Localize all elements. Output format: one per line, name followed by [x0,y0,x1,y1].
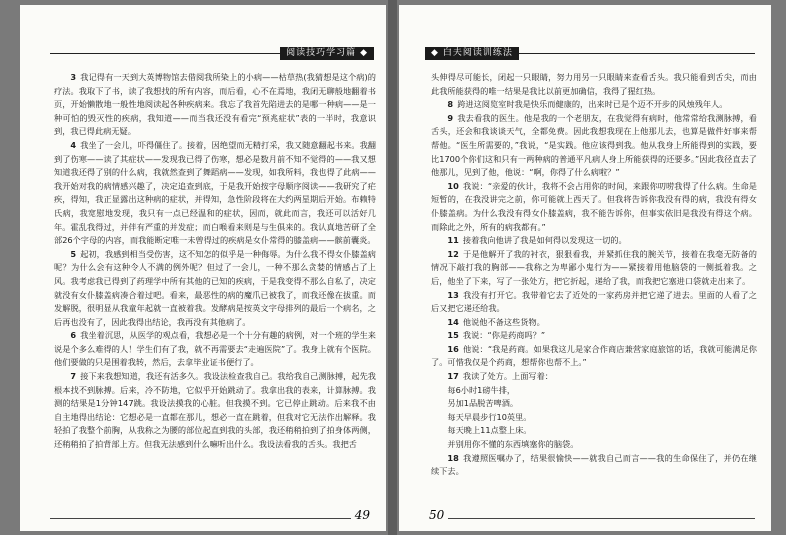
paragraph-text: 接着我向他讲了我是如何得以发现这一切的。 [462,235,627,246]
prescription-line: 另加1品脱苦啤酒。 [447,398,519,409]
right-running-header [425,46,755,60]
paragraph [431,98,757,112]
header-rule [519,53,755,54]
paragraph-text: 他说：“我是药商。如果我这儿是家合作商店兼营家庭旅馆的话，我就可能满足你了。可惜我仅是个药商，想帮你也帮不上。” [431,343,757,368]
paragraph-number: 4 [70,139,77,150]
paragraph-text: 我去看我的医生。他是我的一个老朋友，在我觉得有病时，他常常给我测脉搏，看舌头，还会和我谈谈天气，全都免费。因此我想我现在上他那儿去，也算是做件好事来帮帮他。“医生所需要的，”我说，“是实践。他应该得到我。他从我身上所能得到的实践，要比1700个你们这和只有一两种病的普通平凡病人身上所能获得的还要多。”因此我径直去了他那儿，见到了他，他说：“啊，你得了什么病啦？” [431,112,757,178]
paragraph-number: 10 [447,180,459,191]
paragraph-text: 我说：“亲爱的伙计，我将不会占用你的时间，来跟你叨唠我得了什么病。生命是短暂的，在我没讲完之前，你可能就上西天了。但我将告诉你我没有得的病，我没有得女仆膝盖病。为什么我没有得女仆膝盖病，我不能告诉你，但事实依旧是我没有得这个病。而除此之外，所有的病我都有。” [431,180,757,232]
paragraph-text: 我记得有一天到大英博物馆去借阅我所染上的小病——枯草热(我猜想是这个病)的疗法。我取下了书，读了我想找的所有内容，而后看，心不在焉地，我闭无聊般地翻着书页，开始懒散地一般性地阅读起各种疾病来。我忘了我首先陷进去的是哪一种病——是一种可怕的毁灭性的疾病，我知道——而当我还没有看完“预兆症状”表的一半时，我意识到，我已得此病无疑。 [54,72,376,137]
paragraph [54,370,376,452]
paragraph [54,248,376,330]
paragraph [431,234,757,248]
paragraph-number: 6 [70,330,77,341]
prescription-line: 每天早晨步行10英里。 [447,411,532,422]
prescription-line: 每天晚上11点整上床。 [447,425,532,436]
paragraph-number: 17 [447,371,459,382]
paragraph-text: 他说他不备这些货物。 [462,316,545,327]
diamond-icon: ◆ [431,47,439,58]
paragraph-number: 11 [447,235,459,246]
paragraph [54,71,376,139]
paragraph-text: 跨进这阅览室时我是快乐而健康的，出来时已是个迈不开步的风烛残年人。 [457,99,728,110]
header-title: 白夫阅读训练法 [442,47,513,58]
right-page-footer [425,509,755,521]
paragraph [431,112,757,180]
paragraph-text: 接下来我想知道，我还有活多久。我设法检查我自己。我给我自己测脉搏，起先我根本找不到脉搏。后来，冷不防地，它似乎开始跳动了。我拿出我的表来，计算脉搏。我测的结果是1分钟147跳。我设法摸我的心脏。但我摸不到。它已停止跳动。后来我不由自主地得出结论：它想必是一直都在那儿，想必一直在跳着，但我对它无法作出解释。我轻拍了我整个前胸，从我称之为腰的部位起直到我的头部，我还稍稍拍到了拍身体两侧，还稍稍拍了拍背部上方。但我无法感到什么嘛听出什么。我设法看我的舌头。我把舌 [54,371,376,450]
header-title: 阅读技巧学习篇 [286,47,357,58]
paragraph-number: 15 [447,330,459,341]
paragraph-text: 头伸得尽可能长，闭起一只眼睛，努力用另一只眼睛来查看舌头。我只能看到舌尖，而由此我所能获得的唯一结果是我比以前更加确信，我得了猩红热。 [431,72,757,96]
prescription-line: 并别用你不懂的东西填塞你的脑袋。 [447,439,579,450]
page-number: 50 [429,508,445,522]
paragraph-text: 于是他解开了我的衬衣，狠狠看我，并紧抓住我的腕关节，接着在我毫无防备的情况下敲打我的胸部——我称之为卑鄙小鬼行为——紧接着用他脑袋的一侧抵着我。之后，他坐了下来，写了一张处方，把它折起，递给了我，而我把它塞进口袋就走出来了。 [431,248,757,286]
paragraph-number: 18 [447,452,459,463]
paragraph-text: 我遵照医嘱办了，结果很愉快——就我自己而言——我的生命保住了，并仍在继续下去。 [431,452,757,477]
left-page-footer [50,509,374,521]
paragraph [431,452,757,479]
paragraph-number: 12 [447,248,459,259]
paragraph [54,329,376,370]
footer-rule [448,518,755,519]
paragraph [431,343,757,370]
left-running-header [50,46,374,60]
paragraph-text: 我说：“你是药商吗？” [462,330,546,341]
paragraph [431,316,757,330]
paragraph-number: 5 [70,248,77,259]
paragraph-number: 3 [70,72,77,82]
paragraph-text: 我读了处方。上面写着： [462,371,553,382]
page-number: 49 [354,508,370,522]
paragraph-text: 我坐着沉思，从医学的观点看，我想必是一个十分有趣的病例，对一个班的学生来说是个多么难得的人！学生们有了我，就不再需要去“走遍医院”了。我身上就有个医院。他们要做的只是围着我转，然后，去拿毕业证书便行了。 [54,330,376,368]
paragraph [431,329,757,343]
paragraph [431,248,757,289]
header-rule [50,53,280,54]
book-gutter [388,0,397,535]
right-page [399,5,771,531]
paragraph [431,180,757,234]
diamond-icon: ◆ [360,47,368,58]
paragraph-number: 14 [447,316,459,327]
paragraph-number: 8 [447,99,454,110]
paragraph-number: 16 [447,343,459,354]
left-page [20,5,386,531]
paragraph [431,370,757,384]
header-label-box [425,47,519,60]
footer-rule [50,518,351,519]
paragraph-text: 我没有打开它。我带着它去了近处的一家药房并把它递了进去。里面的人看了之后又把它递还给我。 [431,289,757,314]
paragraph-text: 我坐了一会儿，吓得僵住了。接着，因绝望而无精打采，我又随意翻起书来。我翻到了伤寒——读了其症状——发现我已得了伤寒，想必是数月前不知不觉得的——我又想知道我还得了别的什么病，我就然查到了舞蹈病——发现，如我所料，我也得了此病——我开始对我的病情感兴趣了，决定追查到底，于是我开始按字母顺序阅读——我研究了疟疾，得知，我正显露出这种病的症状，并得知，急性阶段将在大约两星期后开始。布赖特氏病，我宽慰地发现，我只有一点已经温和的症状，因而，就此而言，我还可以活好几年。霍乱我得过，并伴有严重的并发症；而白喉看来则是与生俱来的。我认真地苦研了全部26个字母的内容，而我能断定唯一未曾得过的疾病是女仆常得的膝盖病——髌前囊炎。 [54,139,376,246]
paragraph [431,289,757,316]
paragraph-number: 9 [447,112,454,123]
header-label-box [280,47,374,60]
paragraph [54,139,376,248]
paragraph-text: 起初，我感到相当受伤害，这不知怎的似乎是一种侮辱。为什么我不得女仆膝盖病呢？为什么会有这种令人不满的例外呢？但过了一会儿，一种不那么贪婪的情感占了上风。我考虑我已得到了药理学中所有其他的已知的疾病，于是我变得不那么自私了，决定就没有女仆膝盖病凑合着过吧。看来，最恶性的病的魔爪已被我了，而我还像在拔重。而发解脱，很明显从我童年起就一直被着我。发酵病是按英文字母排列的最后一个病名，之后再也没有了，因此我得出结论，我再没有其他病了。 [54,248,376,327]
right-page-body [431,71,757,479]
left-page-body [54,71,376,452]
paragraph [431,71,757,98]
paragraph-number: 7 [70,371,77,382]
paragraph-number: 13 [447,289,459,300]
prescription-line: 每6小时1磅牛排， [447,384,516,395]
